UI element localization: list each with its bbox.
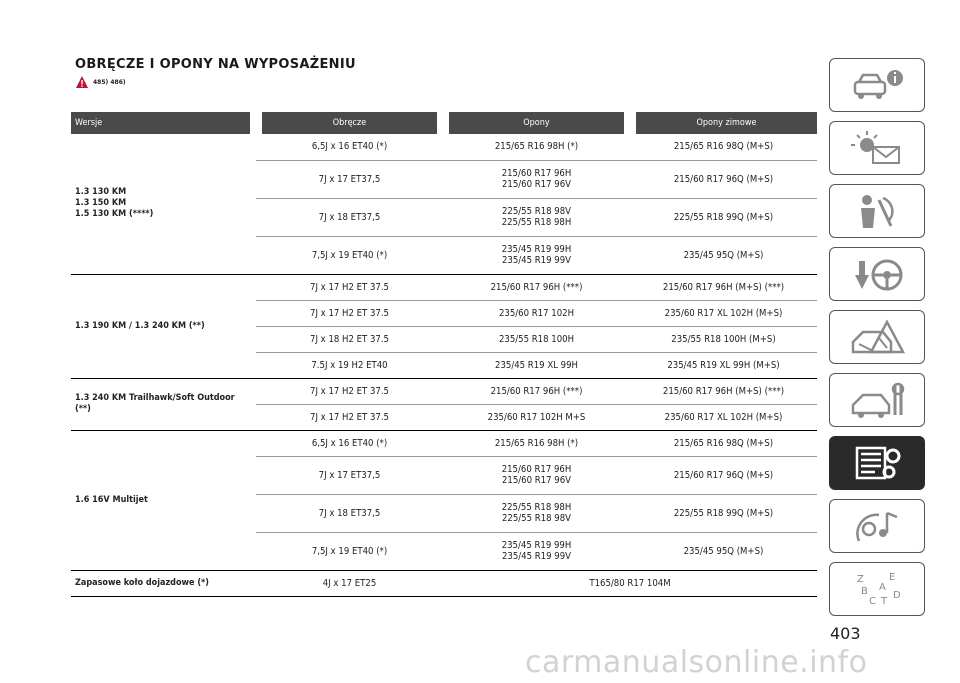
version-cell: Zapasowe koło dojazdowe (*)	[71, 570, 256, 596]
tire-cell: 215/60 R17 96H (***)	[443, 378, 630, 404]
winter-tire-cell: 235/45 R19 XL 99H (M+S)	[630, 352, 817, 378]
rim-cell: 7.5J x 19 H2 ET40	[256, 352, 443, 378]
rim-cell: 7J x 17 ET37,5	[256, 160, 443, 198]
rim-cell: 7J x 17 ET37,5	[256, 456, 443, 494]
table-row	[71, 430, 817, 456]
index-letter: T	[881, 596, 888, 607]
header-tires: Opony	[443, 112, 630, 134]
tire-cell: 225/55 R18 98H 225/55 R18 98V	[443, 494, 630, 532]
multimedia-icon	[849, 507, 905, 545]
tire-cell: 215/60 R17 96H (***)	[443, 274, 630, 300]
emergency-icon	[849, 318, 905, 356]
rim-cell: 4J x 17 ET25	[256, 570, 443, 596]
winter-tire-cell: 235/60 R17 XL 102H (M+S)	[630, 404, 817, 430]
index-letter: C	[869, 596, 876, 607]
version-cell: 1.3 130 KM 1.3 150 KM 1.5 130 KM (****)	[71, 134, 256, 274]
tire-cell: 235/55 R18 100H	[443, 326, 630, 352]
version-cell: 1.3 190 KM / 1.3 240 KM (**)	[71, 274, 256, 378]
rim-cell: 7,5J x 19 ET40 (*)	[256, 532, 443, 570]
tire-cell: 235/45 R19 XL 99H	[443, 352, 630, 378]
winter-tire-cell: 225/55 R18 99Q (M+S)	[630, 198, 817, 236]
rim-cell: 7J x 17 H2 ET 37.5	[256, 300, 443, 326]
winter-tire-cell: 235/45 95Q (M+S)	[630, 236, 817, 274]
rim-cell: 6,5J x 16 ET40 (*)	[256, 430, 443, 456]
starting-driving-icon	[849, 255, 905, 293]
rim-cell: 7J x 17 H2 ET 37.5	[256, 274, 443, 300]
rim-cell: 7,5J x 19 ET40 (*)	[256, 236, 443, 274]
chapter-tab-warning-lights[interactable]	[829, 121, 925, 175]
chapter-tab-multimedia[interactable]	[829, 499, 925, 553]
technical-data-icon	[849, 444, 905, 482]
winter-tire-cell: 215/60 R17 96Q (M+S)	[630, 160, 817, 198]
maintenance-icon	[849, 381, 905, 419]
tire-cell: 235/60 R17 102H	[443, 300, 630, 326]
chapter-tab-starting-driving[interactable]	[829, 247, 925, 301]
chapter-tab-technical-data[interactable]	[829, 436, 925, 490]
table-header	[71, 112, 817, 134]
table-row-spare	[71, 570, 817, 596]
winter-tire-cell: 215/65 R16 98Q (M+S)	[630, 134, 817, 160]
version-cell: 1.3 240 KM Trailhawk/Soft Outdoor (**)	[71, 378, 256, 430]
rim-cell: 7J x 17 H2 ET 37.5	[256, 378, 443, 404]
page-number: 403	[830, 624, 861, 643]
winter-tire-cell: 215/60 R17 96Q (M+S)	[630, 456, 817, 494]
page-title: OBRĘCZE I OPONY NA WYPOSAŻENIU	[75, 57, 356, 72]
chapter-tab-maintenance[interactable]	[829, 373, 925, 427]
chapter-tab-safety-airbag[interactable]	[829, 184, 925, 238]
rim-cell: 6,5J x 16 ET40 (*)	[256, 134, 443, 160]
warning-lights-icon	[849, 129, 905, 167]
header-winter-tires: Opony zimowe	[630, 112, 817, 134]
winter-tire-cell: 235/60 R17 XL 102H (M+S)	[630, 300, 817, 326]
rim-cell: 7J x 18 ET37,5	[256, 198, 443, 236]
tire-cell: 215/60 R17 96H 215/60 R17 96V	[443, 160, 630, 198]
winter-tire-cell: 215/60 R17 96H (M+S) (***)	[630, 274, 817, 300]
index-letter: B	[861, 586, 868, 597]
watermark: carmanualsonline.info	[525, 645, 868, 680]
table-row	[71, 274, 817, 300]
rim-cell: 7J x 18 ET37,5	[256, 494, 443, 532]
version-cell: 1.6 16V Multijet	[71, 430, 256, 570]
safety-airbag-icon	[849, 192, 905, 230]
tire-cell: 235/45 R19 99H 235/45 R19 99V	[443, 532, 630, 570]
car-info-icon	[849, 66, 905, 104]
winter-tire-cell: 235/55 R18 100H (M+S)	[630, 326, 817, 352]
winter-tire-cell: 215/60 R17 96H (M+S) (***)	[630, 378, 817, 404]
chapter-sidebar	[829, 58, 925, 625]
winter-tire-cell: 235/45 95Q (M+S)	[630, 532, 817, 570]
tire-cell: T165/80 R17 104M	[443, 570, 817, 596]
header-versions: Wersje	[71, 112, 256, 134]
tire-cell: 215/65 R16 98H (*)	[443, 134, 630, 160]
tire-cell: 215/60 R17 96H 215/60 R17 96V	[443, 456, 630, 494]
index-letter: Z	[857, 574, 864, 585]
index-letter: E	[889, 572, 896, 583]
chapter-tab-car-info[interactable]	[829, 58, 925, 112]
chapter-tab-index[interactable]	[829, 562, 925, 616]
rim-cell: 7J x 17 H2 ET 37.5	[256, 404, 443, 430]
tire-cell: 215/65 R16 98H (*)	[443, 430, 630, 456]
winter-tire-cell: 215/65 R16 98Q (M+S)	[630, 430, 817, 456]
table-row	[71, 378, 817, 404]
rim-cell: 7J x 18 H2 ET 37.5	[256, 326, 443, 352]
index-letter: D	[893, 590, 901, 601]
header-rims: Obręcze	[256, 112, 443, 134]
tire-cell: 235/60 R17 102H M+S	[443, 404, 630, 430]
winter-tire-cell: 225/55 R18 99Q (M+S)	[630, 494, 817, 532]
warning-note	[75, 75, 126, 89]
index-icon	[849, 570, 905, 608]
warning-triangle-icon	[75, 75, 89, 89]
tire-cell: 225/55 R18 98V 225/55 R18 98H	[443, 198, 630, 236]
warning-refs: 485) 486)	[93, 78, 126, 86]
chapter-tab-emergency[interactable]	[829, 310, 925, 364]
table-row	[71, 134, 817, 160]
rims-tires-table	[71, 112, 817, 597]
index-letter: A	[879, 582, 886, 593]
tire-cell: 235/45 R19 99H 235/45 R19 99V	[443, 236, 630, 274]
